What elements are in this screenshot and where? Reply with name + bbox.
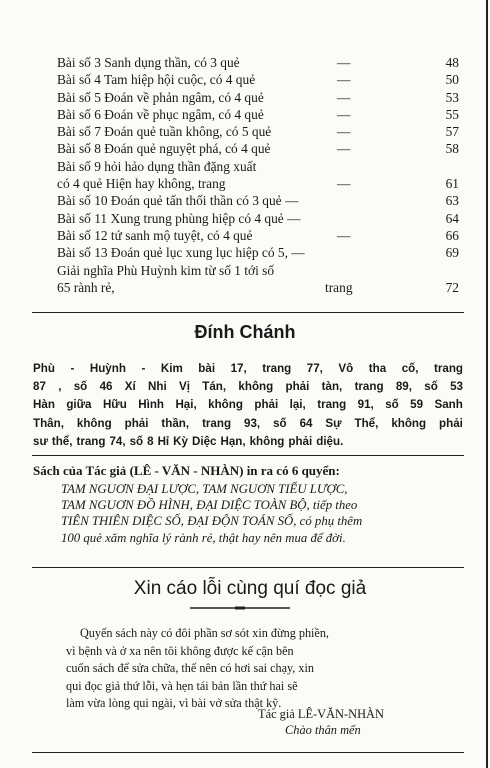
errata-word: Xí	[124, 380, 136, 394]
toc-page-number: 53	[445, 89, 459, 105]
toc-row	[57, 192, 465, 209]
errata-word: phải	[288, 434, 313, 448]
books-heading	[33, 461, 463, 481]
errata-word: trang	[76, 434, 106, 448]
toc-row	[57, 244, 465, 261]
errata-word: Kỳ	[173, 434, 188, 448]
errata-word: không	[208, 398, 243, 412]
apology-line: vì bệnh và ở xa nên tôi không được kế cận bên	[66, 643, 294, 658]
page-bottom-rule	[32, 752, 464, 753]
toc-row	[57, 54, 465, 71]
errata-word: số	[273, 416, 287, 430]
errata-line	[33, 360, 463, 378]
errata-word: phải	[285, 380, 310, 394]
errata-word: Kim	[160, 362, 183, 375]
toc-page-number: 61	[445, 176, 459, 192]
books-list-line: 100 quẻ xăm nghĩa lý rành rẻ, thật hay nên mua để đời.	[61, 530, 346, 545]
toc-word: trang	[325, 279, 353, 295]
toc-page-number: 63	[445, 193, 459, 209]
books-heading-prefix: Sách của Tác giả	[33, 463, 127, 478]
errata-word: 59	[410, 398, 424, 412]
toc-page-number: 55	[445, 106, 459, 122]
errata-word: -	[141, 362, 146, 375]
errata-word: 17,	[230, 362, 247, 375]
toc-title: 65 rành rẻ,	[57, 279, 115, 295]
errata-word: số	[385, 398, 399, 412]
section-divider	[32, 455, 464, 456]
author-name: (LÊ - VĂN - NHÀN)	[129, 463, 244, 478]
errata-word: phải	[439, 416, 463, 430]
errata-word: 91,	[357, 398, 374, 412]
errata-title: Đính Chánh	[194, 322, 296, 342]
toc-row	[57, 158, 465, 175]
toc-title: có 4 quẻ Hiện hay không, trang	[57, 176, 226, 192]
errata-word: trang	[354, 380, 384, 394]
apology-text	[66, 625, 461, 713]
apology-title: Xin cáo lỗi cùng quí đọc giả	[133, 578, 367, 599]
closing-greeting: Chào thân mến	[285, 723, 361, 737]
toc-page-number: 72	[445, 279, 459, 295]
errata-line	[33, 378, 463, 396]
errata-word: 77,	[306, 362, 323, 375]
errata-word: trang	[262, 362, 292, 375]
toc-dash: —	[337, 141, 351, 157]
errata-word: trang	[434, 362, 463, 375]
toc-title: Bài số 10 Đoán quẻ tấn thối thần có 3 quẻ —	[57, 193, 299, 209]
toc-dash: —	[337, 106, 351, 122]
errata-word: Sự	[325, 416, 342, 430]
toc-dash: —	[337, 176, 351, 192]
errata-word: thể,	[51, 434, 73, 448]
ornament-divider	[190, 606, 290, 610]
errata-word: ,	[58, 380, 62, 394]
errata-word: 64	[299, 416, 313, 430]
errata-word: Nhi	[148, 380, 167, 394]
errata-word: Hữu	[102, 398, 127, 412]
errata-word: 89,	[395, 380, 412, 394]
errata-word: -	[70, 362, 75, 375]
toc-title: Bài số 7 Đoán quẻ tuần không, có 5 quẻ	[57, 124, 272, 140]
errata-line	[33, 433, 463, 451]
errata-word: trang	[317, 398, 347, 412]
toc-row	[57, 175, 465, 192]
errata-word: trang	[202, 416, 232, 430]
toc-row	[57, 227, 465, 244]
apology-line: làm vừa lòng qui ngài, vì bài vở sửa thật kỹ.	[66, 696, 282, 711]
toc-row	[57, 89, 465, 106]
errata-word: số	[73, 380, 88, 394]
errata-word: 74,	[109, 434, 126, 448]
toc-title: Bài số 12 tứ sanh mộ tuyệt, có 4 quẻ	[57, 227, 253, 243]
errata-word: Phù	[33, 362, 55, 375]
errata-word: Thể,	[354, 416, 379, 430]
toc-title: Bài số 8 Đoán quẻ nguyệt phá, có 4 quẻ	[57, 141, 271, 157]
errata-word: 87	[33, 380, 46, 394]
errata-word: không	[391, 416, 427, 430]
toc-row	[57, 279, 465, 296]
toc-row	[57, 123, 465, 140]
toc-title: Bài số 11 Xung trung phùng hiệp có 4 quẻ —	[57, 210, 301, 226]
errata-word: Hàn	[33, 398, 55, 412]
toc-dash: —	[337, 72, 351, 88]
toc-title: Bài số 9 hỏi hảo dụng thần đặng xuất	[57, 158, 257, 174]
errata-word: 8	[147, 434, 154, 448]
toc-title: Bài số 3 Sanh dụng thần, có 3 quẻ	[57, 55, 240, 70]
errata-word: Huỳnh	[89, 362, 126, 375]
errata-word: 46	[99, 380, 113, 394]
toc-page-number: 57	[445, 124, 459, 140]
books-list-line: TAM NGUƠN ĐẠI LƯỢC, TAM NGUƠN TIỂU LƯỢC,	[61, 482, 348, 496]
errata-word: không	[249, 434, 285, 448]
apology-line: qui đọc giả thứ lỗi, và hẹn tái bản lần thứ hai sẽ	[66, 678, 298, 693]
errata-word: không	[76, 416, 112, 430]
books-heading-suffix: in ra có 6 quyển:	[246, 463, 340, 478]
errata-word: phải	[124, 416, 149, 430]
toc-row	[57, 106, 465, 123]
errata-word: Hại,	[175, 398, 197, 412]
errata-word: bài	[198, 362, 216, 375]
errata-word: tàn,	[321, 380, 343, 394]
errata-word: thần,	[161, 416, 190, 430]
toc-dash: —	[337, 55, 351, 70]
books-by-author	[33, 461, 463, 546]
errata-word: Tán,	[202, 380, 227, 394]
errata-word: Hạn,	[220, 434, 246, 448]
errata-word: số	[424, 380, 438, 394]
books-list-line: TAM NGUƠN ĐỒ HÌNH, ĐẠI DIỆC TOÀN BỘ, tiếp theo	[61, 498, 358, 513]
errata-word: Vô	[338, 362, 354, 375]
errata-word: Sanh	[434, 398, 463, 412]
errata-word: Hình	[138, 398, 164, 412]
toc-title: Bài số 13 Đoán quẻ lục xung lục hiệp có 5, —	[57, 245, 305, 261]
toc-page-number: 69	[445, 245, 459, 261]
toc-dash: —	[337, 227, 351, 243]
toc-title: Bài số 4 Tam hiệp hội cuộc, có 4 quẻ	[57, 72, 256, 88]
toc-dash: —	[337, 89, 351, 105]
section-divider	[32, 567, 464, 568]
toc-row	[57, 210, 465, 227]
errata-word: sư	[33, 434, 48, 448]
toc-row	[57, 140, 465, 157]
errata-word: 93,	[244, 416, 261, 430]
errata-word: Diệc	[191, 434, 217, 448]
errata-word: Vị	[179, 380, 190, 394]
apology-line: Quyển sách này có đôi phần sơ sót xin đừng phiền,	[80, 626, 329, 640]
errata-line	[33, 415, 463, 433]
toc-row	[57, 262, 465, 279]
books-list-line: TIÊN THIÊN DIỆC SỐ, ĐẠI ĐỘN TOÁN SỐ, có phụ thêm	[61, 514, 363, 529]
toc-title: Bài số 5 Đoán về phản ngâm, có 4 quẻ	[57, 89, 264, 105]
errata-word: tha	[368, 362, 387, 375]
errata-word: cố,	[401, 362, 419, 375]
toc-title: Giải nghĩa Phù Huỳnh kim từ số 1 tới số	[57, 262, 275, 278]
toc-page-number: 58	[445, 141, 459, 157]
errata-word: Hỉ	[157, 434, 170, 448]
section-divider	[32, 312, 464, 313]
toc-row	[57, 71, 465, 88]
errata-word: số	[129, 434, 144, 448]
author-signature: Tác giả LÊ-VĂN-NHÀN	[258, 707, 384, 721]
errata-text	[33, 360, 463, 451]
errata-line	[33, 396, 463, 414]
page-edge	[486, 0, 488, 768]
errata-word: phải	[254, 398, 279, 412]
errata-word: giữa	[66, 398, 92, 412]
toc-page-number: 50	[445, 72, 459, 88]
toc-title: Bài số 6 Đoán về phục ngâm, có 4 quẻ	[57, 106, 264, 122]
errata-word: diệu.	[316, 434, 344, 448]
toc-dash: —	[337, 124, 351, 140]
toc-page-number: 66	[445, 227, 459, 243]
apology-line: cuốn sách để sửa chữa, thế nên có hơi sai chạy, xin	[66, 661, 314, 676]
errata-word: Thân,	[33, 416, 64, 430]
errata-word: không	[238, 380, 274, 394]
table-of-contents	[57, 54, 465, 296]
toc-page-number: 64	[445, 210, 459, 226]
toc-page-number: 48	[445, 55, 459, 70]
errata-word: lại,	[289, 398, 306, 412]
errata-word: 53	[450, 380, 463, 394]
